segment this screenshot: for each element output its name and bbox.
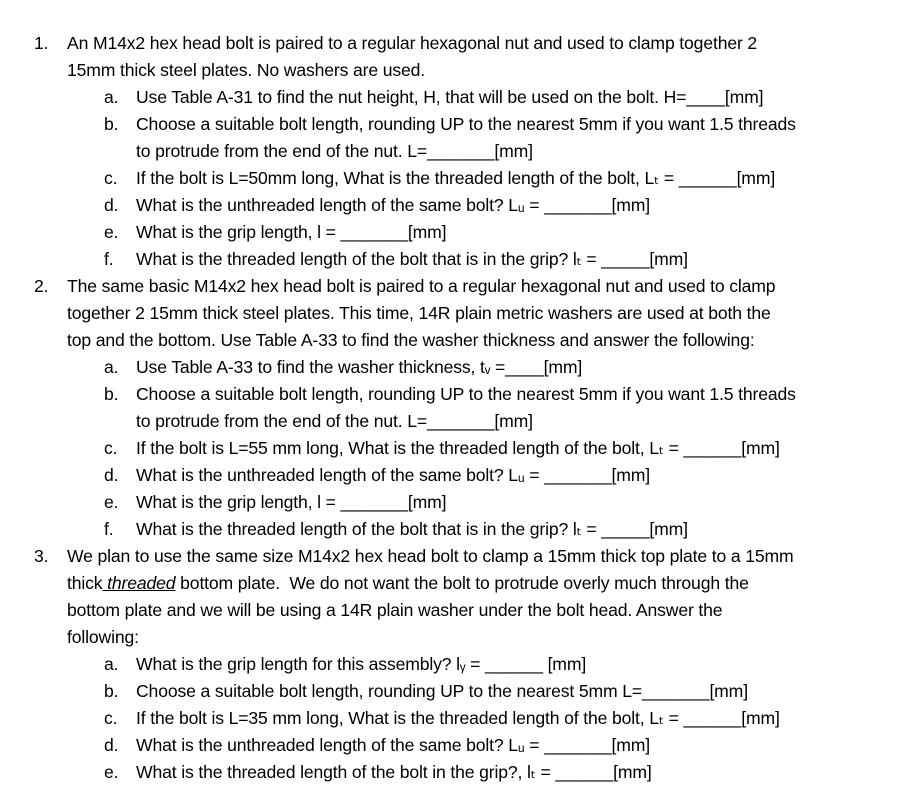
item-text: What is the grip length, l = _______[mm] bbox=[136, 492, 447, 512]
item-text: What is the unthreaded length of the same bolt? Lᵤ = _______[mm] bbox=[136, 465, 651, 485]
item-letter: b. bbox=[104, 384, 119, 404]
list-item bbox=[0, 192, 902, 219]
question-number: 3. bbox=[34, 546, 49, 566]
item-letter: d. bbox=[104, 465, 119, 485]
item-letter: e. bbox=[104, 762, 119, 782]
item-letter: d. bbox=[104, 195, 119, 215]
item-letter: a. bbox=[104, 87, 119, 107]
item-continuation bbox=[136, 138, 533, 165]
list-item bbox=[0, 219, 902, 246]
item-letter: a. bbox=[104, 654, 119, 674]
item-letter: e. bbox=[104, 222, 119, 242]
item-letter: b. bbox=[104, 114, 119, 134]
list-item bbox=[0, 705, 902, 732]
item-text: What is the threaded length of the bolt in the grip?, lₜ = ______[mm] bbox=[136, 762, 652, 782]
item-text: Use Table A-33 to find the washer thickness, tᵥ =____[mm] bbox=[136, 357, 583, 377]
list-item bbox=[0, 165, 902, 192]
item-text: What is the unthreaded length of the same bolt? Lᵤ = _______[mm] bbox=[136, 195, 651, 215]
item-letter: d. bbox=[104, 735, 119, 755]
item-text: Choose a suitable bolt length, rounding UP to the nearest 5mm L=_______[mm] bbox=[136, 681, 748, 701]
item-text: If the bolt is L=55 mm long, What is the threaded length of the bolt, Lₜ = ______[mm] bbox=[136, 438, 780, 458]
question-stem-line: thick bbox=[67, 573, 103, 593]
question-stem-line: 15mm thick steel plates. No washers are used. bbox=[67, 60, 425, 80]
question-stem-line: bottom plate and we will be using a 14R plain washer under the bolt head. Answer the bbox=[67, 600, 723, 620]
item-text: Use Table A-31 to find the nut height, H, that will be used on the bolt. H=____[mm] bbox=[136, 87, 764, 107]
item-text: What is the unthreaded length of the same bolt? Lᵤ = _______[mm] bbox=[136, 735, 651, 755]
list-item bbox=[0, 84, 902, 111]
item-text: What is the grip length, l = _______[mm] bbox=[136, 222, 447, 242]
question-stem bbox=[67, 57, 425, 84]
list-item bbox=[0, 516, 902, 543]
item-letter: c. bbox=[104, 168, 118, 188]
item-text: What is the threaded length of the bolt that is in the grip? lₜ = _____[mm] bbox=[136, 249, 688, 269]
question-stem-line: top and the bottom. Use Table A-33 to find the washer thickness and answer the following: bbox=[67, 330, 755, 350]
list-item bbox=[0, 678, 902, 705]
item-continuation bbox=[136, 408, 533, 435]
item-text: If the bolt is L=50mm long, What is the threaded length of the bolt, Lₜ = ______[mm] bbox=[136, 168, 776, 188]
question-stem-line: An M14x2 hex head bolt is paired to a regular hexagonal nut and used to clamp together 2 bbox=[67, 33, 758, 53]
item-letter: c. bbox=[104, 438, 118, 458]
question-1 bbox=[0, 30, 902, 57]
question-stem bbox=[67, 570, 749, 597]
question-number: 2. bbox=[34, 276, 49, 296]
item-text: to protrude from the end of the nut. L=_______[mm] bbox=[136, 411, 533, 431]
list-item bbox=[0, 435, 902, 462]
list-item bbox=[0, 354, 902, 381]
item-text: Choose a suitable bolt length, rounding UP to the nearest 5mm if you want 1.5 threads bbox=[136, 384, 796, 404]
item-letter: f. bbox=[104, 519, 114, 539]
list-item bbox=[0, 489, 902, 516]
list-item bbox=[0, 651, 902, 678]
question-stem-line: The same basic M14x2 hex head bolt is paired to a regular hexagonal nut and used to clamp bbox=[67, 276, 776, 296]
item-text: to protrude from the end of the nut. L=_______[mm] bbox=[136, 141, 533, 161]
list-item bbox=[0, 246, 902, 273]
question-2 bbox=[0, 273, 902, 300]
question-stem-line: We plan to use the same size M14x2 hex head bolt to clamp a 15mm thick top plate to a 15mm bbox=[67, 546, 794, 566]
question-stem bbox=[67, 597, 722, 624]
question-stem bbox=[67, 624, 139, 651]
question-stem-line: following: bbox=[67, 627, 139, 647]
question-stem bbox=[67, 300, 771, 327]
item-letter: b. bbox=[104, 681, 119, 701]
item-text: If the bolt is L=35 mm long, What is the threaded length of the bolt, Lₜ = ______[mm] bbox=[136, 708, 780, 728]
list-item bbox=[0, 759, 902, 786]
item-letter: a. bbox=[104, 357, 119, 377]
question-stem-line: bottom plate. We do not want the bolt to protrude overly much through the bbox=[175, 573, 749, 593]
item-text: Choose a suitable bolt length, rounding UP to the nearest 5mm if you want 1.5 threads bbox=[136, 114, 796, 134]
item-letter: e. bbox=[104, 492, 119, 512]
item-text: What is the grip length for this assembly? lᵧ = ______ [mm] bbox=[136, 654, 587, 674]
item-text: What is the threaded length of the bolt that is in the grip? lₜ = _____[mm] bbox=[136, 519, 688, 539]
list-item bbox=[0, 381, 902, 408]
emphasis-threaded: threaded bbox=[102, 573, 176, 593]
list-item bbox=[0, 111, 902, 138]
question-stem bbox=[67, 327, 755, 354]
question-number: 1. bbox=[34, 33, 49, 53]
list-item bbox=[0, 732, 902, 759]
question-stem-line: together 2 15mm thick steel plates. This time, 14R plain metric washers are used at both the bbox=[67, 303, 771, 323]
item-letter: f. bbox=[104, 249, 114, 269]
item-letter: c. bbox=[104, 708, 118, 728]
question-3 bbox=[0, 543, 902, 570]
list-item bbox=[0, 462, 902, 489]
